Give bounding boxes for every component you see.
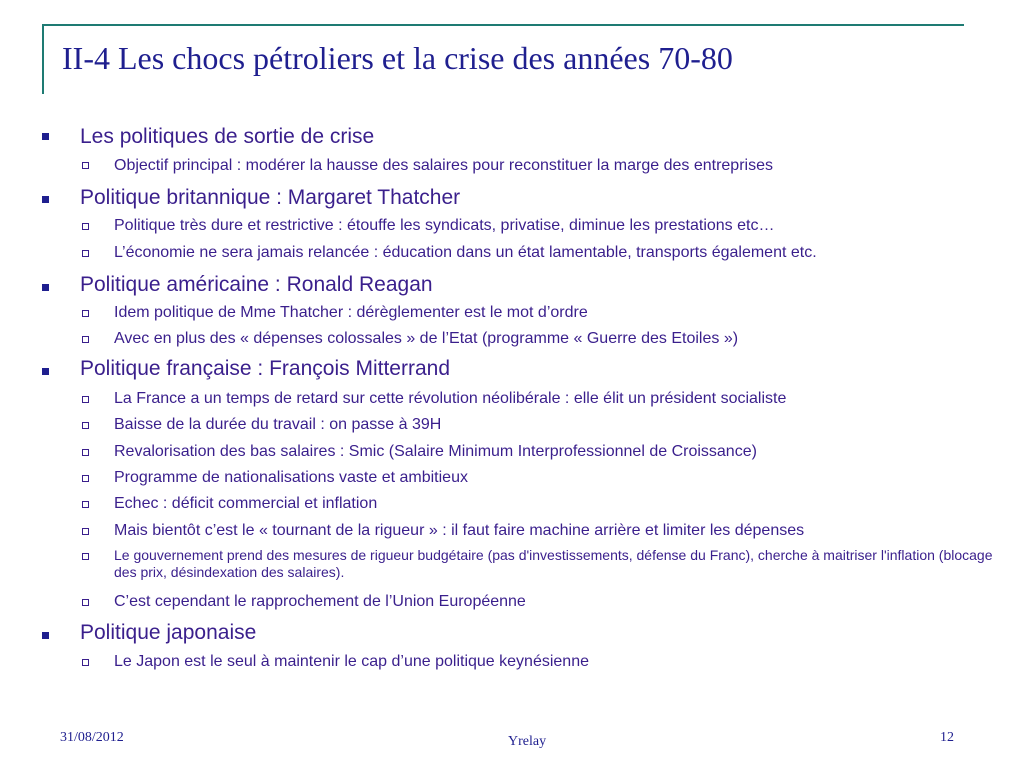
checkbox-bullet-icon [82,162,89,169]
checkbox-bullet-icon [82,659,89,666]
checkbox-bullet-icon [82,310,89,317]
bullet-item: Baisse de la durée du travail : on passe à 39H [114,416,442,433]
bullet-item: L’économie ne sera jamais relancée : éducation dans un état lamentable, transports également etc. [114,244,817,261]
bullet-item: Echec : déficit commercial et inflation [114,495,378,512]
bullet-item: Avec en plus des « dépenses colossales » de l’Etat (programme « Guerre des Etoiles ») [114,330,739,347]
checkbox-bullet-icon [82,396,89,403]
checkbox-bullet-icon [82,422,89,429]
square-bullet-icon [42,196,49,203]
footer-author: Yrelay [508,734,547,749]
bullet-item: Le Japon est le seul à maintenir le cap d’une politique keynésienne [114,653,589,670]
checkbox-bullet-icon [82,599,89,606]
bullet-item: Objectif principal : modérer la hausse des salaires pour reconstituer la marge des entreprises [114,157,773,174]
bullet-item: Idem politique de Mme Thatcher : dérèglementer est le mot d’ordre [114,304,588,321]
bullet-item: C’est cependant le rapprochement de l’Union Européenne [114,593,526,610]
square-bullet-icon [42,368,49,375]
checkbox-bullet-icon [82,528,89,535]
square-bullet-icon [42,632,49,639]
section-heading: Politique américaine : Ronald Reagan [80,273,433,296]
square-bullet-icon [42,133,49,140]
checkbox-bullet-icon [82,250,89,257]
bullet-item: Le gouvernement prend des mesures de rigueur budgétaire (pas d'investissements, défense du Franc), cherche à maitriser l'inflation (blocage des prix, désindexation des salaires). [114,547,993,580]
bullet-item: La France a un temps de retard sur cette révolution néolibérale : elle élit un président socialiste [114,390,787,407]
section-heading: Politique française : François Mitterrand [80,357,450,380]
checkbox-bullet-icon [82,501,89,508]
footer-date: 31/08/2012 [60,730,124,745]
footer-page-number: 12 [940,730,954,745]
checkbox-bullet-icon [82,449,89,456]
square-bullet-icon [42,284,49,291]
bullet-item: Revalorisation des bas salaires : Smic (Salaire Minimum Interprofessionnel de Croissance) [114,443,757,460]
bullet-item: Politique très dure et restrictive : étouffe les syndicats, privatise, diminue les prestations etc… [114,217,775,234]
checkbox-bullet-icon [82,553,89,560]
checkbox-bullet-icon [82,336,89,343]
bullet-item: Programme de nationalisations vaste et ambitieux [114,469,468,486]
section-heading: Les politiques de sortie de crise [80,125,375,148]
checkbox-bullet-icon [82,223,89,230]
section-heading: Politique britannique : Margaret Thatcher [80,186,461,209]
slide-title: II-4 Les chocs pétroliers et la crise des années 70-80 [62,40,733,76]
checkbox-bullet-icon [82,475,89,482]
bullet-item: Mais bientôt c’est le « tournant de la rigueur » : il faut faire machine arrière et limiter les dépenses [114,522,805,539]
section-heading: Politique japonaise [80,621,257,644]
